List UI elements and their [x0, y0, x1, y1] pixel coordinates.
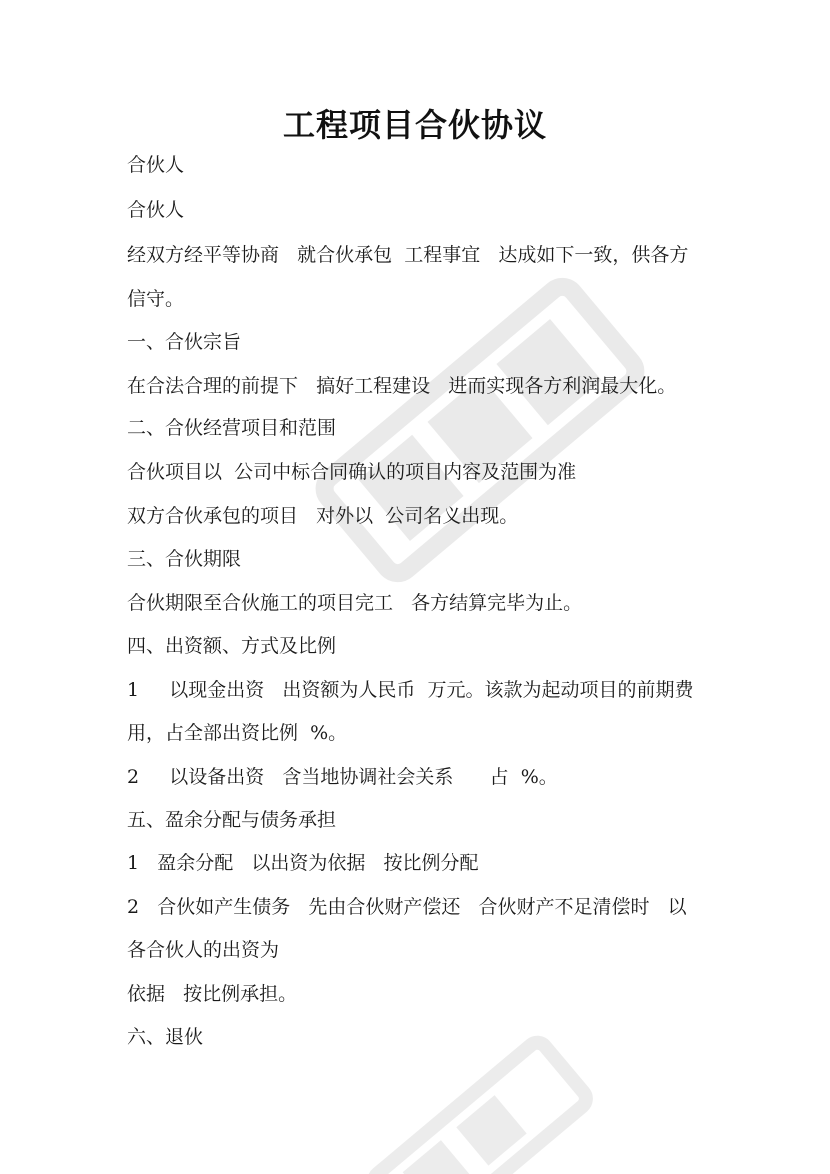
document-title: 工程项目合伙协议 [282, 106, 547, 144]
section-heading: 五、盈余分配与债务承担 [127, 809, 337, 831]
watermark-seal-bottom [337, 1002, 624, 1174]
paragraph-line: 合伙人 [127, 154, 185, 176]
paragraph-line: 用，占全部出资比例 %。 [127, 722, 348, 744]
paragraph-line: 经双方经平等协商 就合伙承包 工程事宜 达成如下一致，供各方 [127, 244, 689, 266]
section-heading: 三、合伙期限 [127, 548, 242, 570]
paragraph-line: 依据 按比例承担。 [127, 983, 298, 1005]
paragraph-line: 信守。 [127, 288, 185, 310]
paragraph-line: 合伙项目以 公司中标合同确认的项目内容及范围为准 [127, 461, 577, 483]
section-heading: 四、出资额、方式及比例 [127, 635, 337, 657]
paragraph-line: 各合伙人的出资为 [127, 939, 280, 961]
paragraph-line: 双方合伙承包的项目 对外以 公司名义出现。 [127, 505, 519, 527]
paragraph-line: 合伙期限至合伙施工的项目完工 各方结算完毕为止。 [127, 592, 583, 614]
paragraph-line: 2 合伙如产生债务 先由合伙财产偿还 合伙财产不足清偿时 以 [127, 896, 687, 918]
section-heading: 六、退伙 [127, 1026, 204, 1048]
paragraph-line: 1 以现金出资 出资额为人民币 万元。该款为起动项目的前期费 [127, 679, 694, 701]
paragraph-line: 1 盈余分配 以出资为依据 按比例分配 [127, 852, 479, 874]
paragraph-line: 在合法合理的前提下 搞好工程建设 进而实现各方利润最大化。 [127, 375, 677, 397]
section-heading: 一、合伙宗旨 [127, 331, 242, 353]
paragraph-line: 合伙人 [127, 199, 185, 221]
paragraph-line: 2 以设备出资 含当地协调社会关系 占 %。 [127, 766, 558, 788]
section-heading: 二、合伙经营项目和范围 [127, 417, 337, 439]
